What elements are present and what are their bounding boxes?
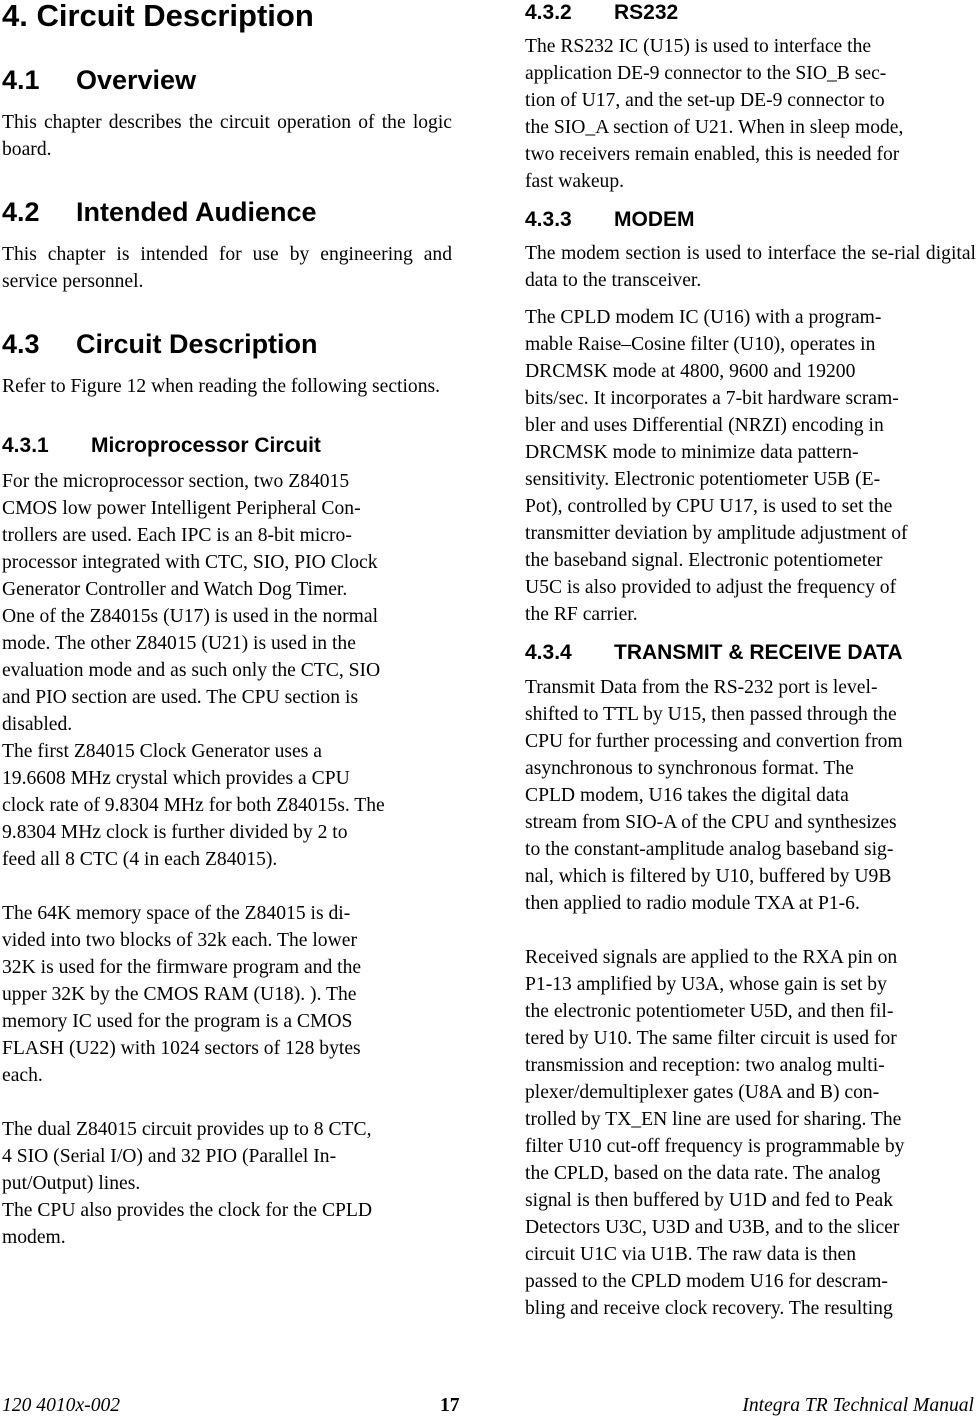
- section-4-3-1-heading: [2, 433, 452, 459]
- section-number: 4.3.2: [525, 1, 572, 24]
- section-title: Intended Audience: [76, 197, 317, 227]
- page-number: 17: [440, 1395, 460, 1416]
- section-title: Circuit Description: [76, 329, 318, 359]
- section-4-3-4-heading: [525, 640, 976, 666]
- section-number: 4.2: [2, 197, 40, 227]
- microprocessor-paragraph-1: For the microprocessor section, two Z84015 CMOS low power Intelligent Peripheral Con- trollers are used. Each IPC is an 8-bit micro- processor integrated with CTC, SIO, PIO Clock Generator Controller and Watch Dog Timer. One of the Z84015s (U17) is used in the normal mode. The other Z84015 (U21) is used in the evaluation mode and as such only the CTC, SIO and PIO section are used. The CPU section is disabled. The first Z84015 Clock Generator uses a 19.6608 MHz crystal which provides a CPU clock rate of 9.8304 MHz for both Z84015s. The 9.8304 MHz clock is further divided by 2 to feed all 8 CTC (4 in each Z84015).: [2, 471, 385, 870]
- modem-paragraph-1: The modem section is used to interface the se-rial digital data to the transceiver.: [525, 243, 976, 291]
- section-number: 4.3.3: [525, 208, 572, 231]
- microprocessor-paragraph-2: The 64K memory space of the Z84015 is di- vided into two blocks of 32k each. The lower 32K is used for the firmware program and the upper 32K by the CMOS RAM (U18). ). The memory IC used for the program is a CMOS FLASH (U22) with 1024 sectors of 128 bytes each.: [2, 903, 362, 1086]
- receive-paragraph: Received signals are applied to the RXA pin on P1-13 amplified by U3A, whose gain is set by the electronic potentiometer U5D, and then fil- tered by U10. The same filter circuit is used for transmission and reception: two analog multi- plexer/demultiplexer gates (U8A and B) con- trolled by TX_EN line are used for sharing. The filter U10 cut-off frequency is programmable by the CPLD, based on the data rate. The analog signal is then buffered by U1D and fed to Peak Detectors U3C, U3D and U3B, and to the slicer circuit U1C via U1B. The raw data is then passed to the CPLD modem U16 for descram- bling and receive clock recovery. The resulting: [525, 947, 905, 1319]
- section-4-1-heading: [2, 64, 452, 96]
- section-number: 4.1: [2, 65, 40, 95]
- section-number: 4.3.4: [525, 641, 572, 664]
- right-column: [525, 0, 976, 1322]
- document-number: 120 4010x-002: [2, 1395, 121, 1416]
- modem-paragraph-2: The CPLD modem IC (U16) with a program- mable Raise–Cosine filter (U10), operates in DRCMSK mode at 4800, 9600 and 19200 bits/sec. It incorporates a 7-bit hardware scram- bler and uses Differential (NRZI) encoding in DRCMSK mode to minimize data pattern- sensitivity. Electronic potentiometer U5B (E- Pot), controlled by CPU U17, is used to set the transmitter deviation by amplitude adjustment of the baseband signal. Electronic potentiometer U5C is also provided to adjust the frequency of the RF carrier.: [525, 307, 908, 625]
- section-title: Overview: [76, 65, 197, 95]
- microprocessor-paragraph-3: The dual Z84015 circuit provides up to 8 CTC, 4 SIO (Serial I/O) and 32 PIO (Parallel In- put/Output) lines. The CPU also provides the clock for the CPLD modem.: [2, 1119, 373, 1248]
- manual-title: Integra TR Technical Manual: [742, 1395, 974, 1416]
- overview-paragraph: This chapter describes the circuit operation of the logic board.: [2, 112, 452, 160]
- section-4-2-heading: [2, 196, 452, 228]
- section-title: TRANSMIT & RECEIVE DATA: [614, 641, 903, 664]
- transmit-paragraph: Transmit Data from the RS-232 port is level- shifted to TTL by U15, then passed through the CPU for further processing and convertion from asynchronous to synchronous format. The CPLD modem, U16 takes the digital data stream from SIO-A of the CPU and synthesizes to the constant-amplitude analog baseband sig- nal, which is filtered by U10, buffered by U9B then applied to radio module TXA at P1-6.: [525, 677, 903, 914]
- chapter-title: 4. Circuit Description: [2, 0, 314, 33]
- rs232-paragraph: The RS232 IC (U15) is used to interface the application DE-9 connector to the SIO_B sec- tion of U17, and the set-up DE-9 connector to the SIO_A section of U21. When in sleep mode, two receivers remain enabled, this is needed for fast wakeup.: [525, 36, 904, 192]
- section-title: MODEM: [614, 208, 695, 231]
- section-4-3-heading: [2, 328, 452, 360]
- section-4-3-2-heading: [525, 0, 976, 26]
- section-title: RS232: [614, 1, 679, 24]
- left-column: [2, 0, 452, 1251]
- section-title: Microprocessor Circuit: [91, 434, 321, 457]
- page-footer: [2, 1392, 974, 1419]
- section-number: 4.3: [2, 329, 40, 359]
- circuit-description-paragraph: Refer to Figure 12 when reading the following sections.: [2, 376, 441, 397]
- section-4-3-3-heading: [525, 207, 976, 233]
- section-number: 4.3.1: [2, 434, 49, 457]
- audience-paragraph: This chapter is intended for use by engineering and service personnel.: [2, 244, 452, 292]
